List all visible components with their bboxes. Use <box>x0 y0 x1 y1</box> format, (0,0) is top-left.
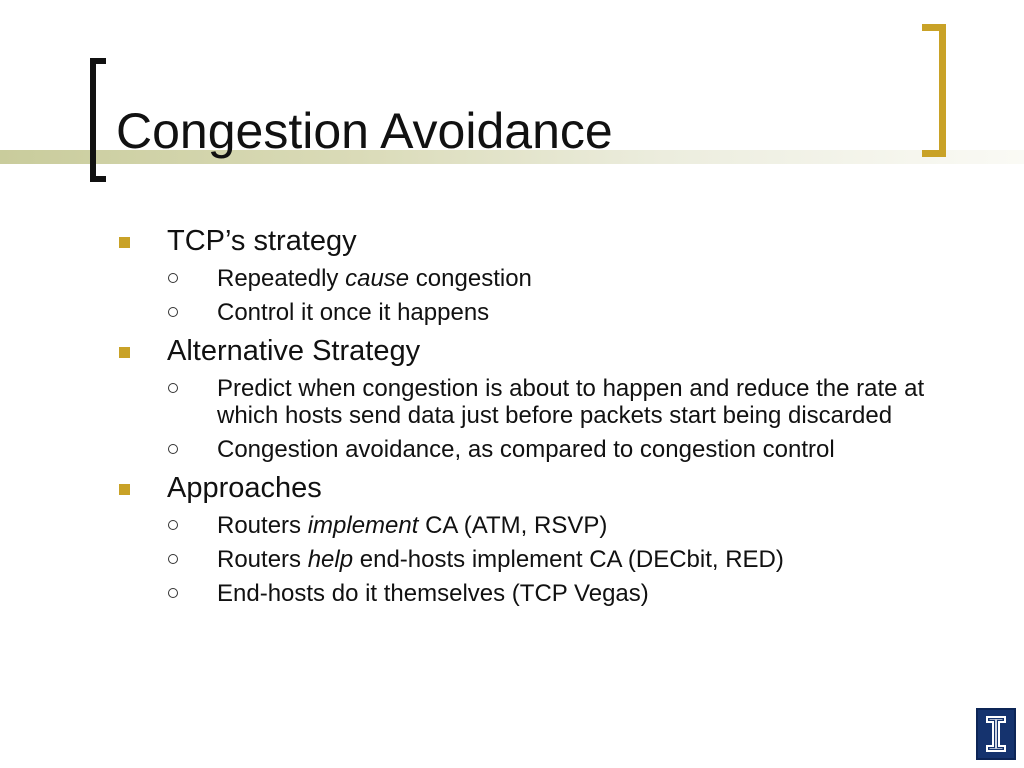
square-bullet-icon <box>119 237 130 248</box>
bullet-tcp-strategy <box>118 224 978 258</box>
bullet-alternative-strategy <box>118 334 978 368</box>
university-block-i-icon <box>976 708 1016 760</box>
ring-bullet-icon <box>168 273 178 283</box>
bullet-approaches <box>118 471 978 505</box>
sub-bullet-text-pre: Routers <box>217 546 308 573</box>
sub-bullet-text-emphasis: help <box>307 546 354 573</box>
sub-bullet-text: Control it once it happens <box>217 299 490 326</box>
slide-title: Congestion Avoidance <box>116 103 613 159</box>
sub-bullet-predict-congestion <box>118 375 957 429</box>
bullet-text: TCP’s strategy <box>167 225 357 257</box>
sub-bullet-control-it <box>118 299 957 326</box>
sub-bullet-text-pre: Routers <box>217 512 308 539</box>
sub-bullet-congestion-avoidance-vs-control <box>118 436 957 463</box>
sub-bullet-text-emphasis: cause <box>345 265 410 292</box>
sub-bullet-text: Predict when congestion is about to happen and reduce the rate at which hosts send data just before packets start being discarded <box>217 375 925 429</box>
ring-bullet-icon <box>168 383 178 393</box>
ring-bullet-icon <box>168 520 178 530</box>
slide-body <box>118 224 978 607</box>
left-bracket-decoration <box>90 58 106 182</box>
bullet-text: Alternative Strategy <box>167 335 421 367</box>
sub-bullet-text-post: congestion <box>409 265 532 292</box>
right-bracket-decoration <box>922 24 946 157</box>
sub-bullet-text: Congestion avoidance, as compared to congestion control <box>217 436 835 463</box>
sub-bullet-text-pre: Repeatedly <box>217 265 346 292</box>
sub-bullet-text-post: end-hosts implement CA (DECbit, RED) <box>353 546 784 573</box>
square-bullet-icon <box>119 347 130 358</box>
sub-bullet-routers-implement <box>118 512 957 539</box>
ring-bullet-icon <box>168 588 178 598</box>
sub-bullet-text-post: CA (ATM, RSVP) <box>418 512 608 539</box>
square-bullet-icon <box>119 484 130 495</box>
sub-bullet-end-hosts-themselves <box>118 580 957 607</box>
ring-bullet-icon <box>168 554 178 564</box>
sub-bullet-text-emphasis: implement <box>307 512 419 539</box>
bullet-text: Approaches <box>167 472 322 504</box>
ring-bullet-icon <box>168 307 178 317</box>
sub-bullet-text: End-hosts do it themselves (TCP Vegas) <box>217 580 649 607</box>
sub-bullet-repeatedly-cause <box>118 265 957 292</box>
sub-bullet-routers-help <box>118 546 957 573</box>
ring-bullet-icon <box>168 444 178 454</box>
